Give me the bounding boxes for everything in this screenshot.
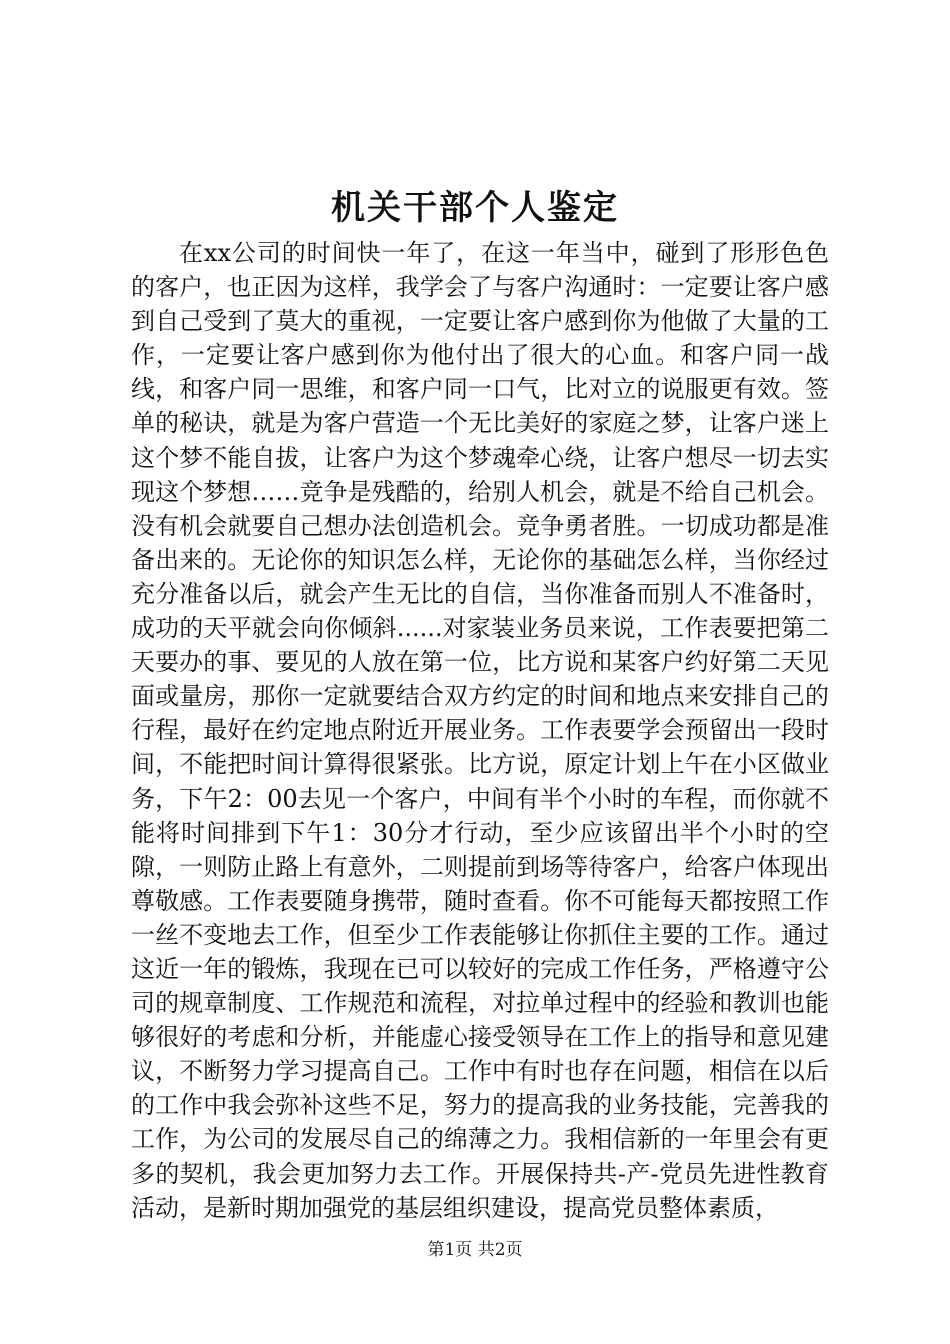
document-title: 机关干部个人鉴定 [331, 188, 619, 228]
document-body-paragraph: 在xx公司的时间快一年了，在这一年当中，碰到了形形色色的客户，也正因为这样，我学会了与客户沟通时：一定要让客户感到自己受到了莫大的重视，一定要让客户感到你为他做了大量的工作，一定要让客户感到你为他付出了很大的心血。和客户同一战线，和客户同一思维，和客户同一口气，比对立的说服更有效。签单的秘诀，就是为客户营造一个无比美好的家庭之梦，让客户迷上这个梦不能自拔，让客户为这个梦魂牵心绕，让客户想尽一切去实现这个梦想……竞争是残酷的，给别人机会，就是不给自己机会。没有机会就要自己想办法创造机会。竞争勇者胜。一切成功都是准备出来的。无论你的知识怎么样，无论你的基础怎么样，当你经过充分准备以后，就会产生无比的自信，当你准备而别人不准备时，成功的天平就会向你倾斜......对家装业务员来说，工作表要把第二天要办的事、要见的人放在第一位，比方说和某客户约好第二天见面或量房，那你一定就要结合双方约定的时间和地点来安排自己的行程，最好在约定地点附近开展业务。工作表要学会预留出一段时间，不能把时间计算得很紧张。比方说，原定计划上午在小区做业务，下午2：00去见一个客户，中间有半个小时的车程，而你就不能将时间排到下午1：30分才行动，至少应该留出半个小时的空隙，一则防止路上有意外，二则提前到场等待客户，给客户体现出尊敬感。工作表要随身携带，随时查看。你不可能每天都按照工作一丝不变地去工作，但至少工作表能够让你抓住主要的工作。通过这近一年的锻炼，我现在已可以较好的完成工作任务，严格遵守公司的规章制度、工作规范和流程，对拉单过程中的经验和教训也能够很好的考虑和分析，并能虚心接受领导在工作上的指导和意见建议，不断努力学习提高自己。工作中有时也存在问题，相信在以后的工作中我会弥补这些不足，努力的提高我的业务技能，完善我的工作，为公司的发展尽自己的绵薄之力。我相信新的一年里会有更多的契机，我会更加努力去工作。开展保持共-产-党员先进性教育活动，是新时期加强党的基层组织建设，提高党员整体素质， [131, 239, 829, 1222]
page-number-footer: 第1页 共2页 [427, 1240, 523, 1260]
